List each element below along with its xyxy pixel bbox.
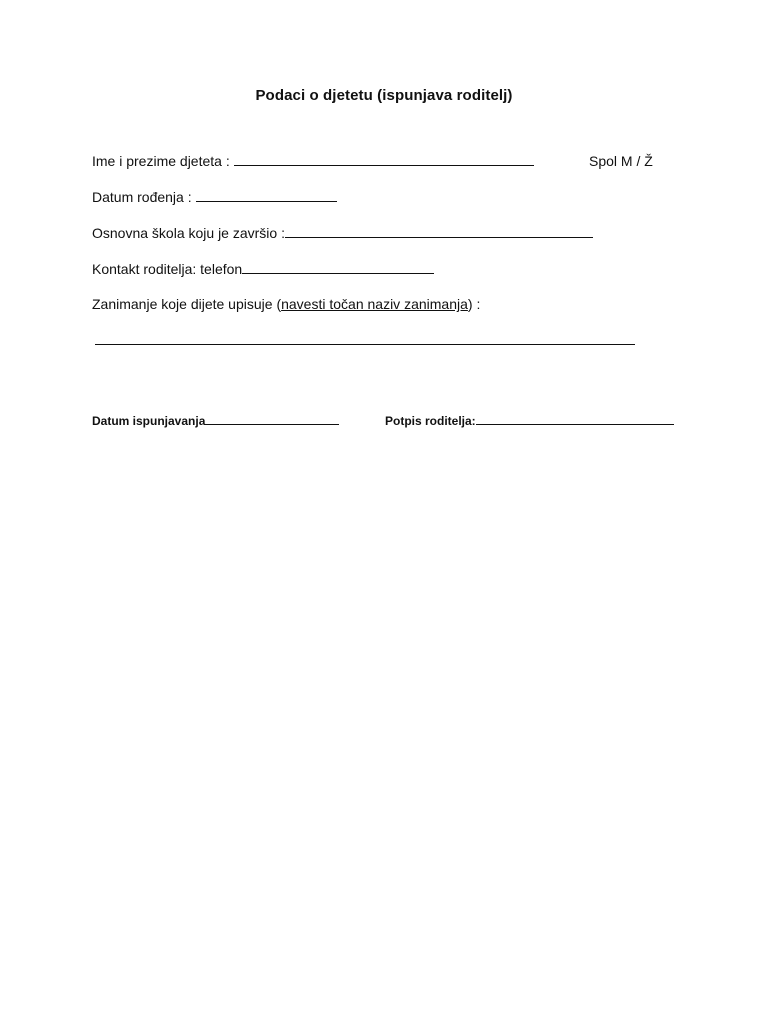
parent-signature-label: Potpis roditelja:: [385, 414, 476, 428]
fill-date-field[interactable]: [205, 414, 339, 425]
contact-row: [92, 261, 434, 277]
occupation-label-prefix: Zanimanje koje dijete upisuje (: [92, 296, 282, 312]
parent-signature-row: [385, 414, 674, 428]
birth-date-label: Datum rođenja :: [92, 189, 192, 205]
fill-date-label: Datum ispunjavanja: [92, 414, 206, 428]
child-name-label: Ime i prezime djeteta :: [92, 153, 230, 169]
contact-phone-field[interactable]: [242, 261, 434, 274]
fill-date-row: [92, 414, 339, 428]
occupation-row: [92, 296, 480, 312]
birth-date-field[interactable]: [196, 189, 337, 202]
child-name-row: [92, 153, 534, 169]
school-label: Osnovna škola koju je završio :: [92, 225, 285, 241]
occupation-hint: navesti točan naziv zanimanja: [281, 296, 468, 312]
birth-date-row: [92, 189, 337, 205]
occupation-label-suffix: ) :: [467, 296, 481, 312]
parent-signature-field[interactable]: [476, 414, 674, 425]
school-field[interactable]: [285, 225, 593, 238]
school-row: [92, 225, 593, 241]
occupation-field[interactable]: [95, 344, 635, 345]
contact-label: Kontakt roditelja: telefon: [92, 261, 243, 277]
sex-selector[interactable]: Spol M / Ž: [589, 153, 653, 169]
page-title: Podaci o djetetu (ispunjava roditelj): [255, 87, 513, 104]
child-name-field[interactable]: [234, 153, 534, 166]
